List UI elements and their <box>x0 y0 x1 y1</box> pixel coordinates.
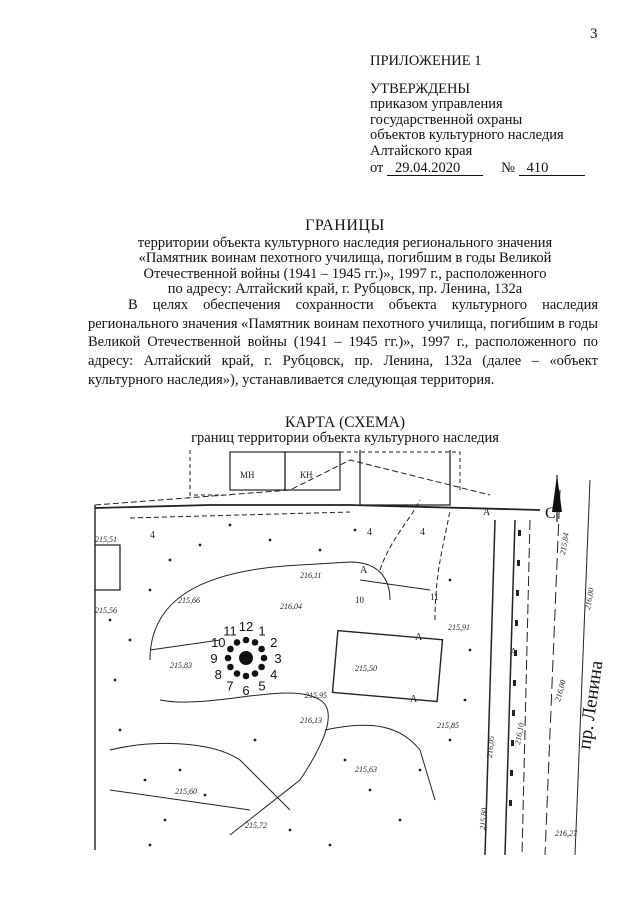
survey-mark: 215,56 <box>95 606 117 615</box>
service-letter: 4 <box>420 527 425 538</box>
building-block-right <box>360 450 450 505</box>
boundary-point-label: 8 <box>214 667 222 682</box>
boundary-point <box>258 664 265 671</box>
boundary-point-label: 3 <box>274 651 282 666</box>
approved-line: государственной охраны <box>370 111 523 128</box>
boundary-point <box>225 655 232 662</box>
boundary-point <box>234 670 241 677</box>
service-letter: 10 <box>355 595 364 605</box>
boundary-map <box>90 450 610 860</box>
number-prefix: № <box>501 160 515 176</box>
survey-mark: 215,72 <box>245 821 267 830</box>
fence-top <box>95 505 540 510</box>
heading-title: ГРАНИЦЫ <box>305 217 385 234</box>
road-edge-3 <box>522 520 530 855</box>
boundary-point <box>252 670 259 677</box>
boundary-point-label: 1 <box>258 623 266 639</box>
zone-letter: А <box>415 632 423 643</box>
boundary-point <box>243 673 250 680</box>
survey-mark: 216,10 <box>513 722 526 746</box>
boundary-point-label: 7 <box>226 678 234 694</box>
survey-mark: 215,50 <box>355 664 377 673</box>
map-caption-subtitle: границ территории объекта культурного наследия <box>191 429 499 446</box>
left-block <box>95 545 120 590</box>
boundary-point-label: 4 <box>270 667 278 682</box>
survey-mark: 215,85 <box>437 721 459 730</box>
north-label: С <box>545 505 556 522</box>
boundary-point-label: 10 <box>211 635 226 650</box>
flowerbed <box>332 631 442 702</box>
survey-labels <box>95 532 596 838</box>
zone-letter: А <box>510 647 518 658</box>
zone-letter: А <box>483 507 491 518</box>
map-caption <box>110 415 580 446</box>
building-mn <box>230 452 285 490</box>
boundary-point-label: 5 <box>258 678 266 694</box>
fence-top-dashed <box>130 512 350 518</box>
boundary-point-label: 6 <box>242 683 250 698</box>
building-label: КН <box>300 470 313 480</box>
heading-line: по адресу: Алтайский край, г. Рубцовск, пр. Ленина, 132а <box>167 281 523 297</box>
road-edge-1 <box>485 520 495 855</box>
survey-mark: 215,63 <box>355 765 377 774</box>
approved-heading: УТВЕРЖДЕНЫ <box>370 80 471 97</box>
survey-mark: 216,27 <box>555 829 577 838</box>
dashed-path <box>380 500 420 570</box>
date-prefix: от <box>370 160 384 176</box>
appendix-block <box>370 54 620 177</box>
zone-letter: А <box>360 565 368 576</box>
misc-line <box>150 640 220 650</box>
road-edge-4 <box>545 490 560 855</box>
survey-mark: 215,66 <box>178 596 200 605</box>
heading-line: Отечественной войны (1941 – 1945 гг.)», 1997 г., расположенного <box>143 265 547 282</box>
approved-line: объектов культурного наследия <box>370 127 564 143</box>
boundary-point-label: 12 <box>238 619 254 634</box>
service-letter: 11 <box>430 592 439 602</box>
zone-letter: А <box>410 694 418 705</box>
document-heading <box>110 218 580 298</box>
survey-mark: 216,00 <box>583 587 596 611</box>
approved-line: Алтайского края <box>370 142 473 159</box>
heading-line: территории объекта культурного наследия регионального значения <box>137 234 553 251</box>
service-letter: 4 <box>367 527 372 538</box>
order-date: 29.04.2020 <box>387 161 483 176</box>
boundary-point-label: 9 <box>210 651 218 666</box>
boundary-point <box>227 646 234 653</box>
map-frame-top <box>95 460 490 505</box>
appendix-title: ПРИЛОЖЕНИЕ 1 <box>370 53 482 69</box>
boundary-point <box>234 639 241 646</box>
park-path-lower <box>110 743 290 810</box>
park-path-right <box>325 725 435 800</box>
heading-line: «Памятник воинам пехотного училища, погибшим в годы Великой <box>138 250 552 266</box>
survey-mark: 215,91 <box>448 623 470 632</box>
street-label: пр. Ленина <box>574 659 608 751</box>
survey-mark: 215,51 <box>95 535 117 544</box>
approved-line: приказом управления <box>370 96 503 112</box>
order-number: 410 <box>519 161 585 176</box>
survey-mark: 215,60 <box>175 787 197 796</box>
order-row <box>370 161 620 177</box>
misc-line <box>360 580 430 590</box>
survey-mark: 216,00 <box>553 678 568 703</box>
survey-mark: 216,13 <box>300 716 322 725</box>
boundary-point-label: 11 <box>223 623 237 639</box>
survey-mark: 216,04 <box>280 602 302 611</box>
building-label: МН <box>240 470 255 480</box>
service-letter: 4 <box>150 530 155 541</box>
page-number: 3 <box>590 26 598 42</box>
boundary-point <box>243 637 250 644</box>
dashed-path-2 <box>435 510 450 620</box>
map-caption-title: КАРТА (СХЕМА) <box>284 414 405 431</box>
boundary-point <box>261 655 268 662</box>
body-paragraph: В целях обеспечения сохранности объекта культурного наследия регионального значения «Памятник воинам пехотного училища, погибшим в годы Великой Отечественной войны (1941 – 1945 гг.)», 1997 г., расположенного по адресу: Алтайский край, г. Рубцовск, пр. Ленина, 132а (далее – «объект культурного наследия»), устанавливается следующая территория. <box>88 297 598 388</box>
boundary-point <box>258 646 265 653</box>
survey-mark: 215,95 <box>305 691 327 700</box>
survey-mark: 215,83 <box>170 661 192 670</box>
survey-mark: 215,80 <box>478 807 489 831</box>
boundary-point <box>227 664 234 671</box>
survey-mark: 216,11 <box>300 571 322 580</box>
survey-mark: 216,05 <box>485 735 496 759</box>
monument-boundary <box>210 619 281 698</box>
survey-mark: 215,84 <box>558 532 571 556</box>
boundary-point <box>252 639 259 646</box>
boundary-point-label: 2 <box>270 635 278 650</box>
monument-center <box>239 651 253 665</box>
